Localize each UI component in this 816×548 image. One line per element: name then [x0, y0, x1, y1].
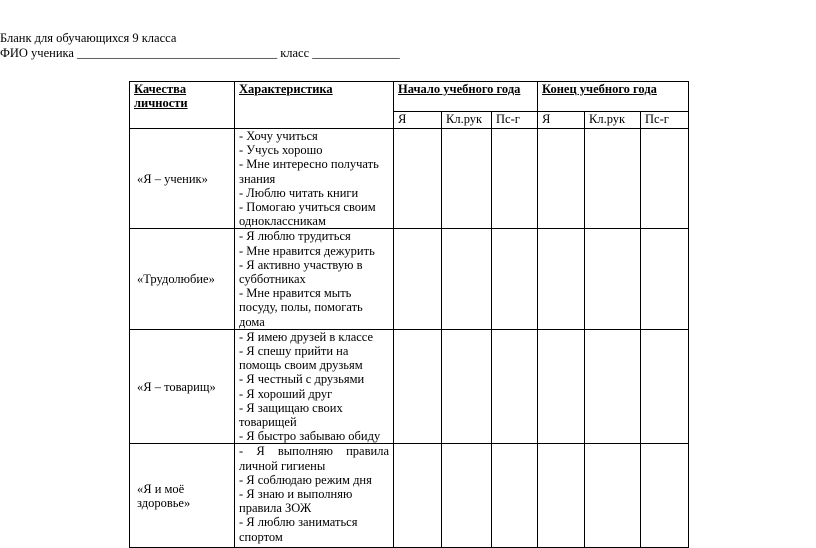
characteristics-cell: [235, 229, 394, 329]
subheader-psychologist-end: Пс-г: [641, 112, 689, 129]
header-start-of-year: Начало учебного года: [394, 82, 538, 112]
rating-cell[interactable]: [641, 444, 689, 548]
rating-cell[interactable]: [442, 444, 492, 548]
qualities-table: [129, 81, 689, 548]
subheader-self-end: Я: [538, 112, 585, 129]
table-row: [130, 444, 689, 548]
header-characteristic: Характеристика: [235, 82, 394, 129]
rating-cell[interactable]: [641, 229, 689, 329]
list-item: - Люблю читать книги: [239, 185, 359, 200]
rating-cell[interactable]: [585, 329, 641, 444]
list-item: - Я активно участвую в субботниках: [239, 257, 363, 287]
list-item: - Мне нравится дежурить: [239, 243, 375, 258]
list-item: - Я защищаю своих товарищей: [239, 400, 343, 430]
rating-cell[interactable]: [442, 229, 492, 329]
table-row: [130, 129, 689, 229]
rating-cell[interactable]: [442, 129, 492, 229]
rating-cell[interactable]: [585, 129, 641, 229]
list-item: - Мне нравится мыть посуду, полы, помогать дома: [239, 286, 363, 329]
list-item: - Я люблю трудиться: [239, 229, 351, 244]
rating-cell[interactable]: [641, 129, 689, 229]
header-quality: Качества личности: [130, 82, 235, 129]
student-name-line: ФИО ученика ________________________________ класс ______________: [0, 46, 400, 60]
rating-cell[interactable]: [641, 329, 689, 444]
subheader-teacher-end: Кл.рук: [585, 112, 641, 129]
rating-cell[interactable]: [585, 444, 641, 548]
table-row: [130, 229, 689, 329]
characteristics-cell: [235, 329, 394, 444]
list-item: - Я честный с друзьями: [239, 372, 365, 387]
quality-cell: «Трудолюбие»: [130, 229, 235, 329]
list-item: - Я знаю и выполняю правила ЗОЖ: [239, 487, 353, 516]
list-item: - Мне интересно получать знания: [239, 157, 379, 186]
rating-cell[interactable]: [442, 329, 492, 444]
quality-cell: «Я и моё здоровье»: [130, 444, 235, 548]
characteristics-cell: [235, 444, 394, 548]
rating-cell[interactable]: [492, 129, 538, 229]
list-item: - Я хороший друг: [239, 386, 333, 401]
rating-cell[interactable]: [394, 329, 442, 444]
subheader-self-start: Я: [394, 112, 442, 129]
rating-cell[interactable]: [538, 444, 585, 548]
rating-cell[interactable]: [538, 229, 585, 329]
list-item: - Я выполняю правила личной гигиены: [239, 444, 389, 473]
table-row: [130, 329, 689, 444]
rating-cell[interactable]: [585, 229, 641, 329]
list-item: - Помогаю учиться своим одноклассникам: [239, 200, 376, 229]
quality-cell: «Я – товарищ»: [130, 329, 235, 444]
subheader-teacher-start: Кл.рук: [442, 112, 492, 129]
subheader-psychologist-start: Пс-г: [492, 112, 538, 129]
list-item: - Я быстро забываю обиду: [239, 429, 381, 444]
rating-cell[interactable]: [394, 129, 442, 229]
rating-cell[interactable]: [538, 329, 585, 444]
header-end-of-year: Конец учебного года: [538, 82, 689, 112]
characteristics-cell: [235, 129, 394, 229]
rating-cell[interactable]: [538, 129, 585, 229]
list-item: - Я соблюдаю режим дня: [239, 472, 372, 487]
list-item: - Учусь хорошо: [239, 143, 323, 158]
rating-cell[interactable]: [492, 329, 538, 444]
list-item: - Я люблю заниматься спортом: [239, 515, 358, 544]
list-item: - Я имею друзей в классе: [239, 329, 374, 344]
rating-cell[interactable]: [394, 229, 442, 329]
rating-cell[interactable]: [492, 229, 538, 329]
list-item: - Хочу учиться: [239, 129, 318, 143]
rating-cell[interactable]: [492, 444, 538, 548]
rating-cell[interactable]: [394, 444, 442, 548]
form-title: Бланк для обучающихся 9 класса: [0, 31, 177, 45]
list-item: - Я спешу прийти на помощь своим друзьям: [239, 344, 363, 373]
quality-cell: «Я – ученик»: [130, 129, 235, 229]
